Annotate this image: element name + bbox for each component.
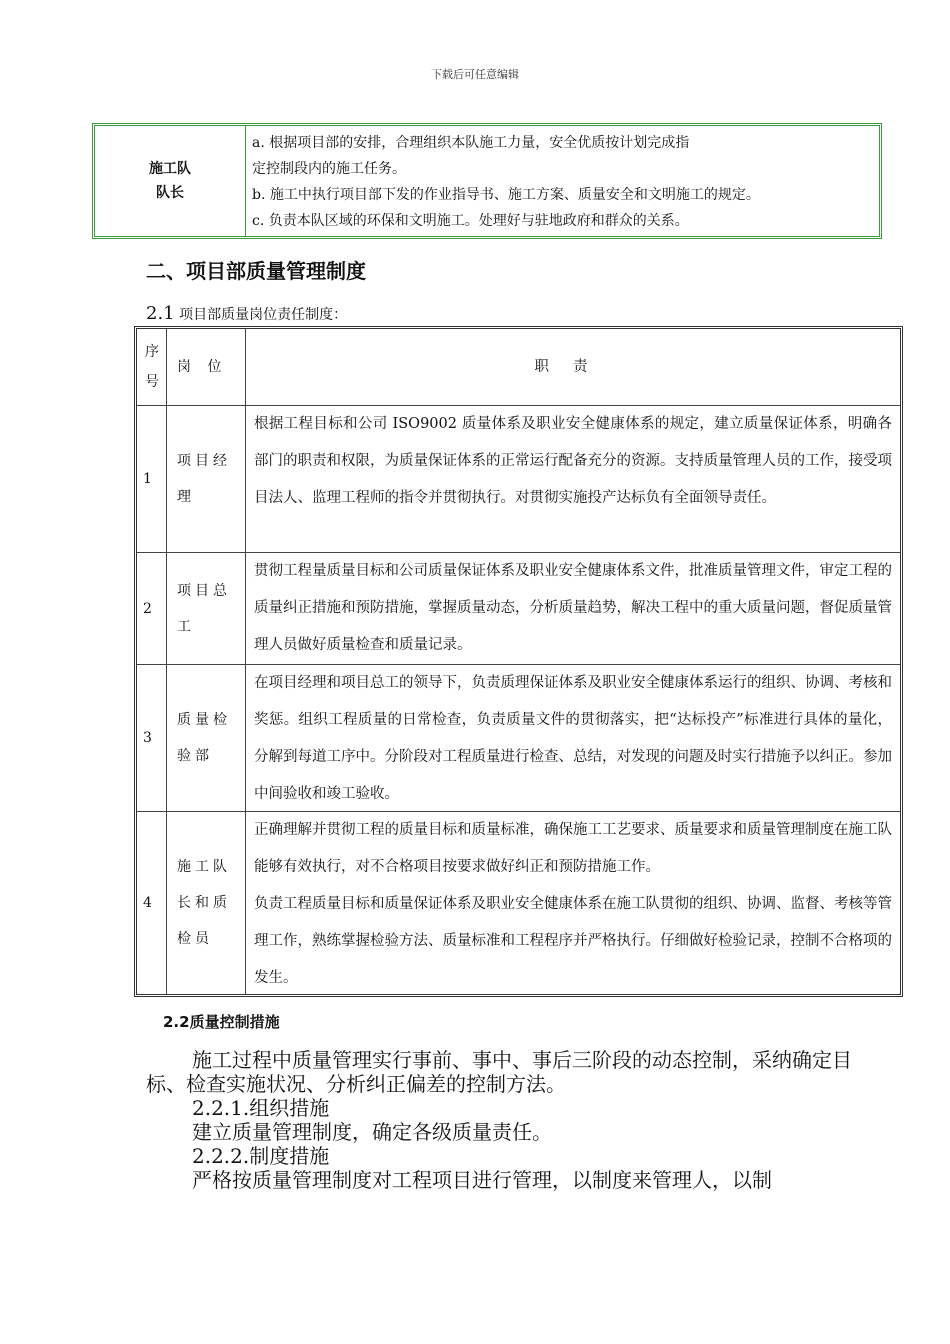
- row-post: 项目经理: [167, 406, 246, 552]
- row-duty: [246, 665, 900, 811]
- row-seq: 4: [137, 812, 167, 994]
- team-leader-table: [92, 123, 882, 239]
- body-text: [146, 1048, 866, 1192]
- duty-text: 负责工程质量目标和质量保证体系及职业安全健康体系在施工队贯彻的组织、协调、监督、考核等管理工作，熟练掌握检验方法、质量标准和工程程序并严格执行。仔细做好检验记录，控制不合格项的发生。: [254, 896, 892, 986]
- section-title: 二、项目部质量管理制度: [146, 259, 366, 283]
- row-post: 项目总工: [167, 553, 246, 664]
- row-post: 质量检验部: [167, 665, 246, 811]
- duty-text: 贯彻工程量质量目标和公司质量保证体系及职业安全健康体系文件，批准质量管理文件，审定工程的质量纠正措施和预防措施，掌握质量动态，分析质量趋势，解决工程中的重大质量问题，督促质量管理人员做好质量检查和质量记录。: [254, 563, 892, 653]
- table-row: [137, 553, 900, 665]
- table-row: [137, 665, 900, 812]
- row-duty: [246, 553, 900, 664]
- sub-title: [146, 303, 347, 324]
- table-header-row: [137, 329, 900, 406]
- header-duty: 职责: [534, 358, 612, 375]
- duty-line: 定控制段内的施工任务。: [252, 161, 406, 177]
- duty-line: c. 负责本队区域的环保和文明施工。处理好与驻地政府和群众的关系。: [252, 213, 689, 229]
- sub-title-text: 项目部质量岗位责任制度：: [179, 307, 348, 323]
- row-duty: [246, 406, 900, 552]
- role-cell: [95, 126, 246, 236]
- row-duty: [246, 812, 900, 994]
- duty-line: b. 施工中执行项目部下发的作业指导书、施工方案、质量安全和文明施工的规定。: [252, 187, 760, 203]
- sub-title-number: 2.1: [146, 303, 175, 324]
- duty-line: a. 根据项目部的安排，合理组织本队施工力量，安全优质按计划完成指: [252, 135, 690, 151]
- duties-cell: [246, 126, 879, 236]
- role-line: 施工队: [149, 161, 191, 177]
- row-seq: 2: [137, 553, 167, 664]
- subsection-heading: 2.2质量控制措施: [163, 1013, 280, 1031]
- role-line: 队长: [156, 185, 184, 201]
- heading-222: 2.2.2.制度措施: [192, 1144, 330, 1168]
- row-seq: 1: [137, 406, 167, 552]
- heading-221: 2.2.1.组织措施: [192, 1096, 330, 1120]
- duty-text: 根据工程目标和公司 ISO9002 质量体系及职业安全健康体系的规定，建立质量保证体系，明确各部门的职责和权限，为质量保证体系的正常运行配备充分的资源。支持质量管理人员的工作，接受项目法人、监理工程师的指令并贯彻执行。对贯彻实施投产达标负有全面领导责任。: [254, 416, 892, 506]
- header-seq: 序号: [137, 329, 167, 405]
- duty-text: 在项目经理和项目总工的领导下，负责质理保证体系及职业安全健康体系运行的组织、协调、考核和奖惩。组织工程质量的日常检查，负责质量文件的贯彻落实，把“达标投产”标准进行具体的量化，分解到每道工序中。分阶段对工程质量进行检查、总结，对发现的问题及时实行措施予以纠正。参加中间验收和竣工验收。: [254, 675, 892, 802]
- duty-text: 正确理解并贯彻工程的质量目标和质量标准，确保施工工艺要求、质量要求和质量管理制度在施工队能够有效执行，对不合格项目按要求做好纠正和预防措施工作。: [254, 822, 892, 875]
- quality-responsibility-table: [134, 326, 903, 997]
- row-seq: 3: [137, 665, 167, 811]
- row-post: 施工队长和质检员: [167, 812, 246, 994]
- paragraph: 建立质量管理制度，确定各级质量责任。: [192, 1120, 552, 1144]
- paragraph: 施工过程中质量管理实行事前、事中、事后三阶段的动态控制，采纳确定目标、检查实施状况、分析纠正偏差的控制方法。: [146, 1048, 852, 1096]
- header-post: 岗 位: [167, 329, 246, 405]
- paragraph: 严格按质量管理制度对工程项目进行管理，以制度来管理人，以制: [192, 1168, 772, 1192]
- table-row: [137, 812, 900, 994]
- header-note: 下载后可任意编辑: [431, 68, 519, 81]
- table-row: [137, 406, 900, 553]
